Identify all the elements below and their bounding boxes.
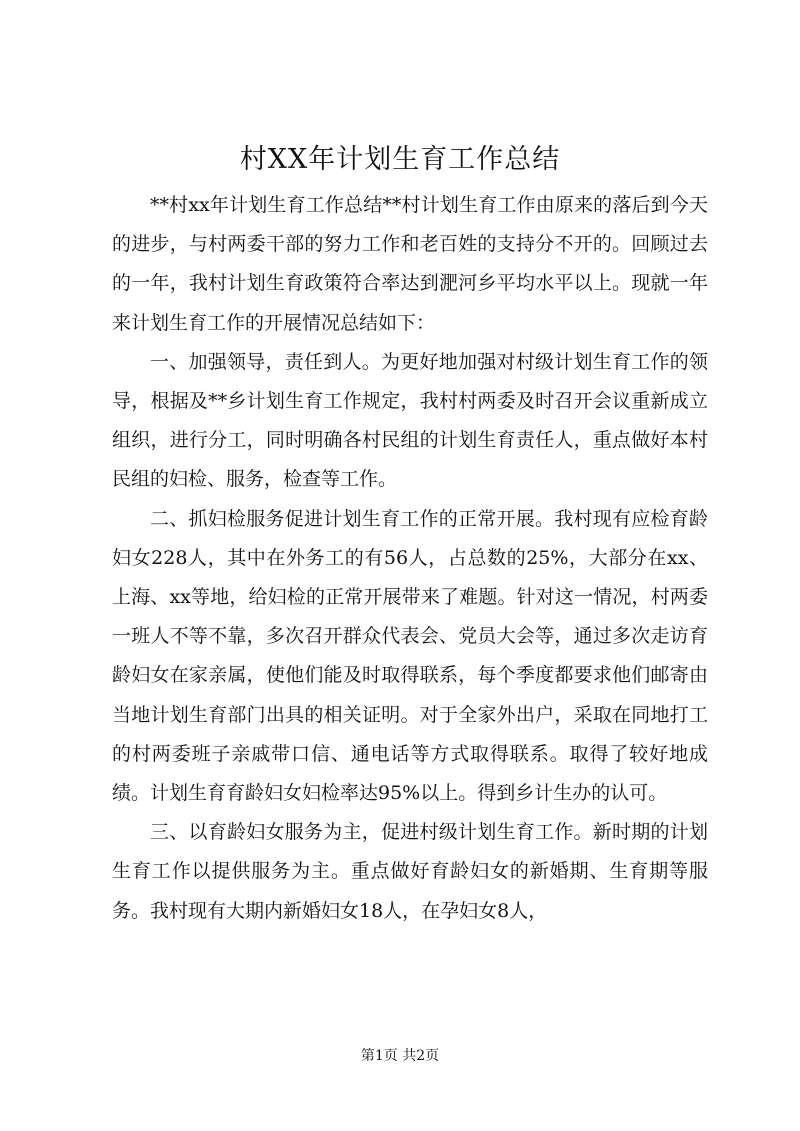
paragraph-section-1: 一、加强领导，责任到人。为更好地加强对村级计划生育工作的领导，根据及**乡计划生育工作规定，我村村两委及时召开会议重新成立组织，进行分工，同时明确各村民组的计划生育责任人，重点做好本村民组的妇检、服务，检查等工作。 xyxy=(112,350,708,491)
paragraph-intro: **村xx年计划生育工作总结**村计划生育工作由原来的落后到今天的进步，与村两委干部的努力工作和老百姓的支持分不开的。回顾过去的一年，我村计划生育政策符合率达到淝河乡平均水平以上。现就一年来计划生育工作的开展情况总结如下： xyxy=(112,194,708,334)
paragraph-section-2: 二、抓妇检服务促进计划生育工作的正常开展。我村现有应检育龄妇女228人，其中在外务工的有56人，占总数的25%，大部分在xx、上海、xx等地，给妇检的正常开展带来了难题。针对这一情况，村两委一班人不等不靠，多次召开群众代表会、党员大会等，通过多次走访育龄妇女在家亲属，使他们能及时取得联系，每个季度都要求他们邮寄由当地计划生育部门出具的相关证明。对于全家外出户，采取在同地打工的村两委班子亲戚带口信、通电话等方式取得联系。取得了较好地成绩。计划生育育龄妇女妇检率达95%以上。得到乡计生办的认可。 xyxy=(112,507,708,805)
paragraph-section-3: 三、以育龄妇女服务为主，促进村级计划生育工作。新时期的计划生育工作以提供服务为主。重点做好育龄妇女的新婚期、生育期等服务。我村现有大期内新婚妇女18人，在孕妇女8人， xyxy=(112,821,708,922)
document-title: 村XX年计划生育工作总结 xyxy=(239,144,561,175)
page-footer: 第1页 共2页 xyxy=(360,1048,440,1064)
document-body xyxy=(112,186,708,931)
